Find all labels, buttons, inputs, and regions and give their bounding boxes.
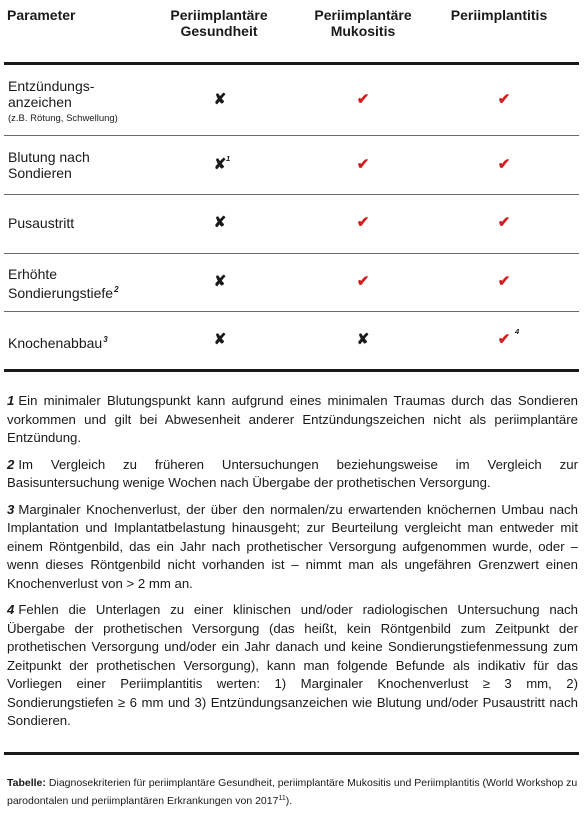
cross-icon: ✘ <box>213 214 227 231</box>
header-healthy <box>144 7 294 39</box>
footnote-ref: 4 <box>515 327 520 336</box>
footnote-number: 1 <box>7 393 15 408</box>
header-mucositis-line1: Periimplantäre <box>314 7 412 23</box>
row-label-line2: Sondierungstiefe <box>8 285 114 301</box>
check-icon: ✔ <box>497 273 511 290</box>
row-label <box>8 215 74 231</box>
footnote-text: Fehlen die Unterlagen zu einer klinischen und/oder radiologischen Untersuchung nach Übergabe der prothetischen Versorgung (das heißt, kein Röntgenbild zum Zeitpunkt der prothetischen Versorgung und/oder ein Jahr danach und keine Sondierungstiefenmessung zum Zeitpunkt der prothetischen Versorgung), kann man folgende Befunde als indikativ für das Vorliegen einer Periimplantitis werten: 1) Marginaler Knochenverlust ≥ 3 mm, 2) Sondierungstiefen ≥ 6 mm und 3) Entzündungsanzeichen wie Blutung und/oder Pusaustritt nach Sondieren. <box>7 602 578 728</box>
table-caption <box>7 776 579 809</box>
footnote-2 <box>7 456 578 493</box>
row-label-line1: Knochenabbau <box>8 335 103 351</box>
check-icon: ✔ <box>497 214 511 231</box>
footnote-text: Marginaler Knochenverlust, der über den normalen/zu erwartenden knöchernen Umbau nach Implantation und Implantatbelastung hinausgeht; zur Beurteilung vergleicht man entweder mit einem Röntgenbild, das ein Jahr nach prothetischer Versorgung aufgenommen wurde, oder – wenn dieses Röntgenbild nicht vorhanden ist – nimmt man als ungefähren Grenzwert einen Knochenverlust von > 2 mm an. <box>7 501 578 591</box>
check-icon: ✔ <box>356 91 370 108</box>
table-row <box>0 136 587 193</box>
check-icon: ✔ <box>356 156 370 173</box>
check-icon: ✔ <box>356 214 370 231</box>
row-label <box>8 78 118 125</box>
table-row <box>0 195 587 252</box>
footnote-text: Im Vergleich zu früheren Untersuchungen beziehungsweise im Vergleich zur Basisuntersuchung wenige Wochen nach Übergabe der prothetischen Versorgung. <box>7 456 578 490</box>
header-healthy-line1: Periimplantäre <box>170 7 268 23</box>
caption-rule <box>4 752 579 755</box>
row-label-line1: Blutung nach <box>8 149 90 165</box>
footnote-number: 3 <box>7 501 15 517</box>
row-label <box>8 149 90 181</box>
row-label-line2: Sondieren <box>8 165 72 181</box>
footnote-ref: 1 <box>226 154 231 163</box>
caption-text: Diagnosekriterien für periimplantäre Gesundheit, periimplantäre Mukositis und Periimplantitis (World Workshop zu parodontalen und periimplantären Erkrankungen von 2017 <box>7 777 578 807</box>
footnote-number: 4 <box>7 602 15 617</box>
cross-icon: ✘ <box>213 156 227 173</box>
cross-icon: ✘ <box>356 331 370 348</box>
header-periimplantitis: Periimplantitis <box>450 7 548 23</box>
footnote-number: 2 <box>7 456 15 472</box>
table-header <box>7 7 579 61</box>
footnotes <box>7 392 578 739</box>
cross-icon: ✘ <box>213 91 227 108</box>
table-bottom-rule <box>4 369 579 372</box>
header-parameter: Parameter <box>7 7 76 23</box>
row-label-line1: Pusaustritt <box>8 215 75 231</box>
check-icon: ✔ <box>497 331 511 348</box>
row-label <box>8 332 108 351</box>
caption-ref: 11 <box>278 795 286 802</box>
table-row <box>0 70 587 134</box>
check-icon: ✔ <box>356 273 370 290</box>
row-label-line1: Entzündungs- <box>8 78 95 94</box>
header-mucositis-line2: Mukositis <box>330 23 396 39</box>
check-icon: ✔ <box>497 156 511 173</box>
table-row <box>0 254 587 310</box>
check-icon: ✔ <box>497 91 511 108</box>
footnote-3 <box>7 501 578 594</box>
header-rule <box>4 62 579 65</box>
footnote-4 <box>7 601 578 731</box>
row-label <box>8 266 119 301</box>
footnote-ref: 2 <box>114 285 119 294</box>
cross-icon: ✘ <box>213 273 227 290</box>
header-healthy-line2: Gesundheit <box>180 23 258 39</box>
row-label-line2: anzeichen <box>8 94 72 110</box>
row-label-line1: Erhöhte <box>8 266 58 282</box>
header-mucositis <box>288 7 438 39</box>
table-row <box>0 312 587 369</box>
footnote-ref: 3 <box>103 335 108 344</box>
row-label-line2-wrap <box>8 282 119 301</box>
cross-icon: ✘ <box>213 331 227 348</box>
caption-label: Tabelle: <box>7 777 46 789</box>
footnote-1 <box>7 392 578 448</box>
caption-end: ). <box>285 795 293 807</box>
row-label-sub: (z.B. Rötung, Schwellung) <box>8 113 118 124</box>
footnote-text: Ein minimaler Blutungspunkt kann aufgrund eines minimalen Traumas durch das Sondieren vorkommen und gilt bei Abwesenheit anderer Entzündungszeichen nicht als periimplantäre Entzündung. <box>7 393 578 445</box>
